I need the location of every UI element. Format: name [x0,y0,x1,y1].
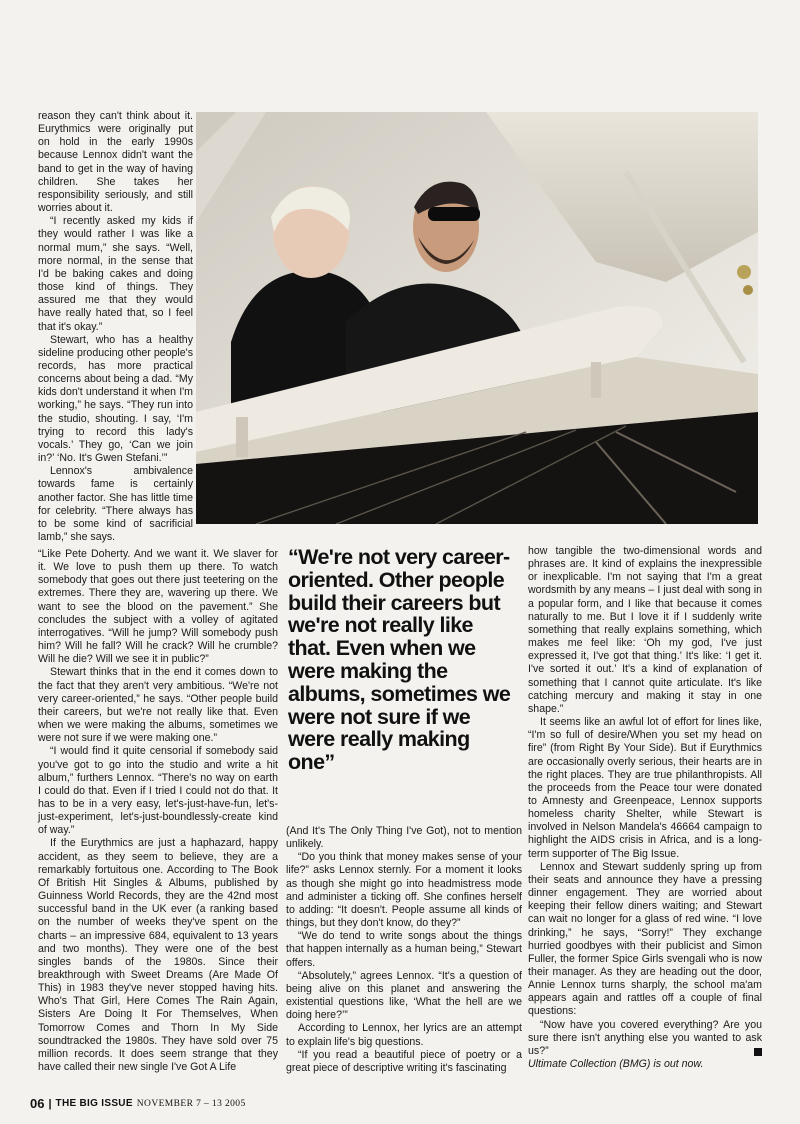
paragraph: Lennox and Stewart suddenly spring up from their seats and announce they have a pressing dinner engagement. They are worried about keeping their fellow diners waiting; and Stewart can wait no longer for a glass of red wine. “I love drinking,” he says, “Sorry!” They exchange hurried goodbyes with their publicist and Simon Fuller, the former Spice Girls svengali who is now their manager. As they are heading out the door, Annie Lennox turns sharply, the school ma'am appears again and rattles off a couple of final questions: [528,860,762,1018]
article-column-right [528,545,762,1071]
paragraph: Stewart thinks that in the end it comes down to the fact that they aren't very ambitious. “We're not very career-oriented,” he says. “Other people build their careers, but we're not really like that. Even when we were making the albums, sometimes we were not sure if we were making one.” [38,666,278,745]
paragraph: “Do you think that money makes sense of your life?” asks Lennox sternly. For a moment it looks as though she might go into headmistress mode and administer a ticking off. She confines herself to adding: “It doesn't. People assume all kinds of things, but they don't know, do they?” [286,851,522,930]
page-footer [30,1096,246,1111]
brass-ornament [743,285,753,295]
paragraph: If the Eurythmics are just a haphazard, happy accident, as they seem to believe, they are a remarkably fortuitous one. According to The Book Of British Hit Singles & Albums, published by Guinness World Records, they are the 42nd most successful band in the UK ever (a ranking based on the number of weeks they've spent on the charts – an impressive 684, equivalent to 13 years and two months). They were one of the best singles bands of the 1980s. Since their breakthrough with Sweet Dreams (Are Made Of This) in 1983 they've never stopped having hits. Who's That Girl, Here Comes The Rain Again, Sisters Are Doing It For Themselves, When Tomorrow Comes and Thorn In My Side soundtracked the 1980s. They have sold over 75 million records. It does seem strange that they have called their new single I've Got A Life [38,837,278,1074]
paragraph: According to Lennox, her lyrics are an attempt to explain life's big questions. [286,1022,522,1048]
paragraph: “We do tend to write songs about the things that happen internally as a human being,” Stewart offers. [286,930,522,969]
paragraph: “I would find it quite censorial if somebody said you've got to go into the studio and write a hit album,” furthers Lennox. “There's no way on earth I could do that. Even if I tried I could not do that. It has to be in a very easy, let's-just-have-fun, let's-just-experiment, let's-just-boundlessly-create kind of way.” [38,745,278,837]
article-column-left-bottom [38,548,278,1074]
article-column-middle [286,825,522,1075]
magazine-name: THE BIG ISSUE [55,1098,133,1109]
article-column-left-top [38,110,193,544]
release-caption: Ultimate Collection (BMG) is out now. [528,1058,704,1071]
pull-quote: “We're not very career-oriented. Other people build their careers but we're not really like that. Even when we were making the albums, sometimes we were not sure if we were really making one” [288,545,511,775]
paragraph-final-question [528,1019,762,1058]
paragraph: how tangible the two-dimensional words and phrases are. It kind of explains the inexpressible or inexplicable. I'm not saying that I'm a great wordsmith by any means – I just deal with song in a popular form, and I like that because it comes naturally to me. But I love it if I suddenly write something that really explains something, which makes me feel like: ‘Oh my god, I've just expressed it, I've got that thing.’ It's like: ‘I get it. I've sorted it out.’ It's a kind of explanation of something that I cannot quite articulate. It's like catching mercury and making it stay in one shape.” [528,545,762,715]
brass-ornament [737,265,751,279]
paragraph: “If you read a beautiful piece of poetry or a great piece of descriptive writing it's fascinating [286,1048,522,1074]
paragraph: (And It's The Only Thing I've Got), not to mention unlikely. [286,825,522,851]
desk-support [236,417,248,457]
footer-separator: | [48,1097,52,1110]
paragraph: reason they can't think about it. Eurythmics were originally put on hold in the early 1990s because Lennox didn't want the band to get in the way of having children. She takes her responsibility seriously, and still worries about it. [38,110,193,215]
photo-eurythmics-at-piano [196,112,758,524]
paragraph: “Absolutely,” agrees Lennox. “It's a question of being alive on this planet and answering the existential questions like, ‘What the hell are we doing here?’” [286,969,522,1022]
end-mark-icon [754,1048,762,1056]
paragraph: It seems like an awful lot of effort for lines like, “I'm so full of desire/When you set my head on fire” (from Right By Your Side). But if Eurythmics are occasionally overly serious, their hearts are in the right places. They are true philanthropists. All the proceeds from the Peace tour were donated to Amnesty and Greenpeace, Lennox supports homeless charity Shelter, while Stewart is involved in Nelson Mandela's 46664 campaign to highlight the AIDS crisis in Africa, and is a long-term supporter of The Big Issue. [528,716,762,860]
paragraph: “Like Pete Doherty. And we want it. We slaver for it. We love to push them up there. To watch somebody that goes out there just teetering on the extremes. There they are, wavering up there. We want to see the blood on the pavement.” She concludes the subject with a volley of agitated interrogatives. “Will he jump? Will somebody push him? Will he fall? Will he crack? Will he crumble? Will he die? Will we see it in public?” [38,548,278,666]
desk-support [591,362,601,398]
issue-date: NOVEMBER 7 – 13 2005 [136,1098,246,1109]
paragraph: “I recently asked my kids if they would rather I was like a normal mum,” she says. “Well, more normal, in the sense that I'd be baking cakes and doing those kind of things. They assured me that they would have really hated that, so I feel that it's okay.” [38,215,193,333]
paragraph-text: “Now have you covered everything? Are you sure there isn't anything else you wanted to ask us?” [528,1018,762,1057]
photo-illustration [196,112,758,524]
page-number: 06 [30,1096,45,1111]
paragraph: Lennox's ambivalence towards fame is certainly another factor. She has little time for celebrity. “There always has to be some kind of sacrificial lamb,” she says. [38,465,193,543]
paragraph: Stewart, who has a healthy sideline producing other people's records, has more practical concerns about being a dad. “My kids don't understand it when I'm working,” he says. “They run into the studio, shouting. I say, ‘I'm trying to record this lady's vocals.’ They go, ‘Can we join in?’ ‘No. It's Gwen Stefani.’” [38,333,193,465]
